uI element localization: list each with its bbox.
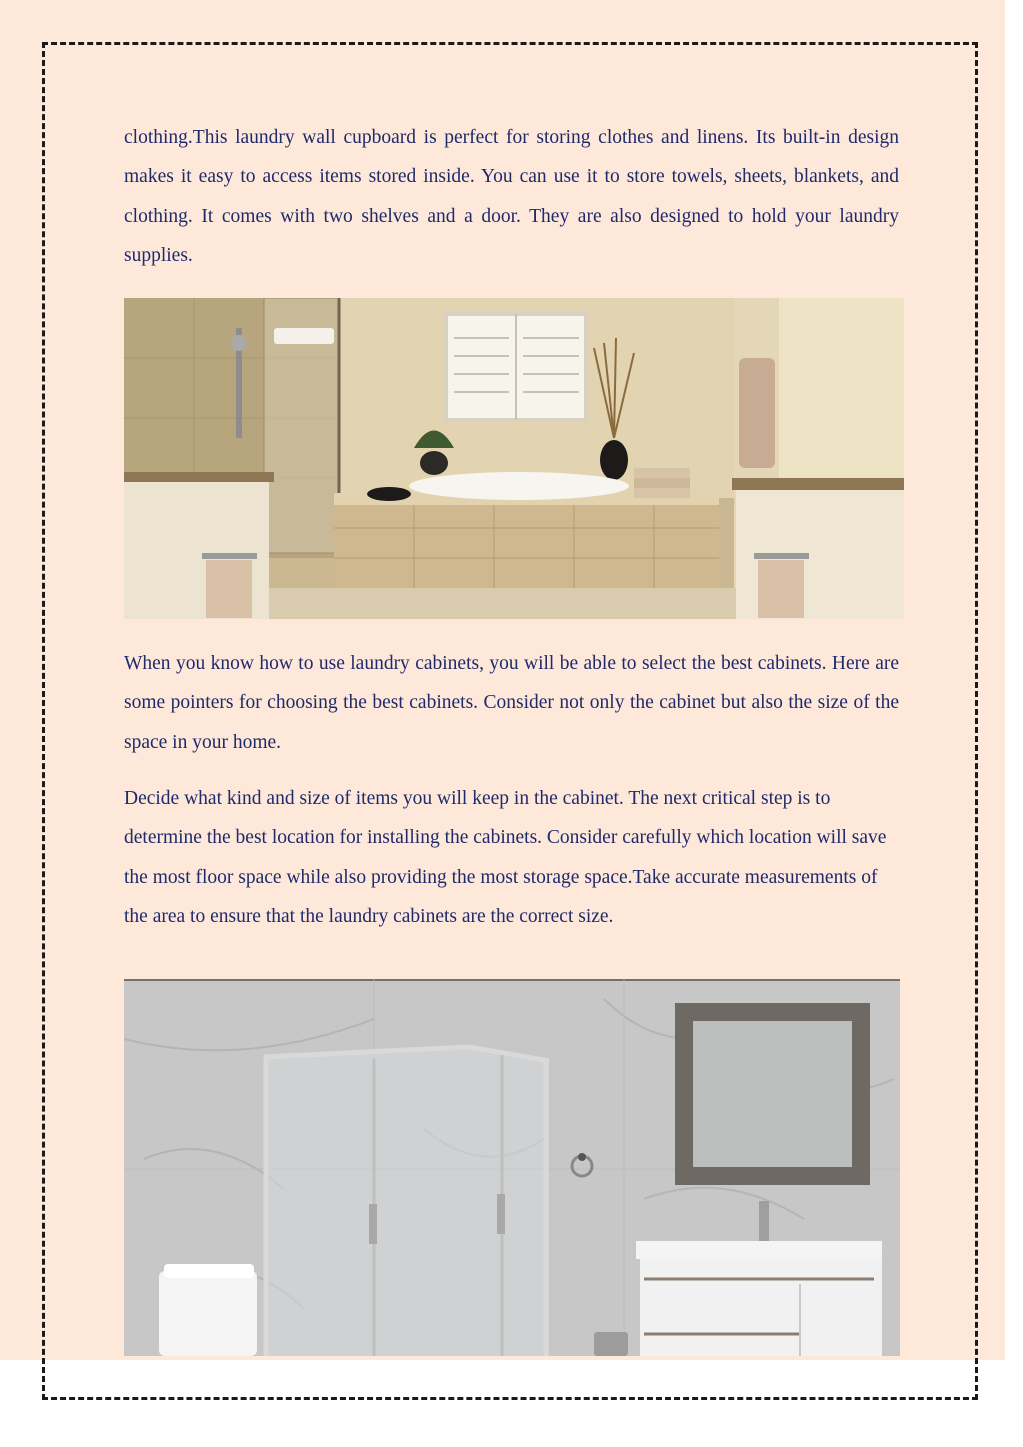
paragraph-intro: clothing.This laundry wall cupboard is perfect for storing clothes and linens. Its built-in design makes it easy to access items stored inside. You can use it to store towels, sheets, blankets, and clothing. It comes with two shelves and a door. They are also designed to hold your laundry supplies.	[124, 127, 899, 266]
paragraph-choosing-cabinets: When you know how to use laundry cabinets, you will be able to select the best cabinets. Here are some pointers for choosing the best cabinets. Consider not only the cabinet but also the size of the space in your home.	[124, 653, 899, 753]
bathroom-photo-shower-vanity	[124, 979, 900, 1356]
bathroom-photo-bathtub	[124, 298, 904, 619]
paragraph-location-and-size: Decide what kind and size of items you will keep in the cabinet. The next critical step is to determine the best location for installing the cabinets. Consider carefully which location will save the most floor space while also providing the most storage space.Take accurate measurements of the area to ensure that the laundry cabinets are the correct size.	[124, 788, 887, 927]
